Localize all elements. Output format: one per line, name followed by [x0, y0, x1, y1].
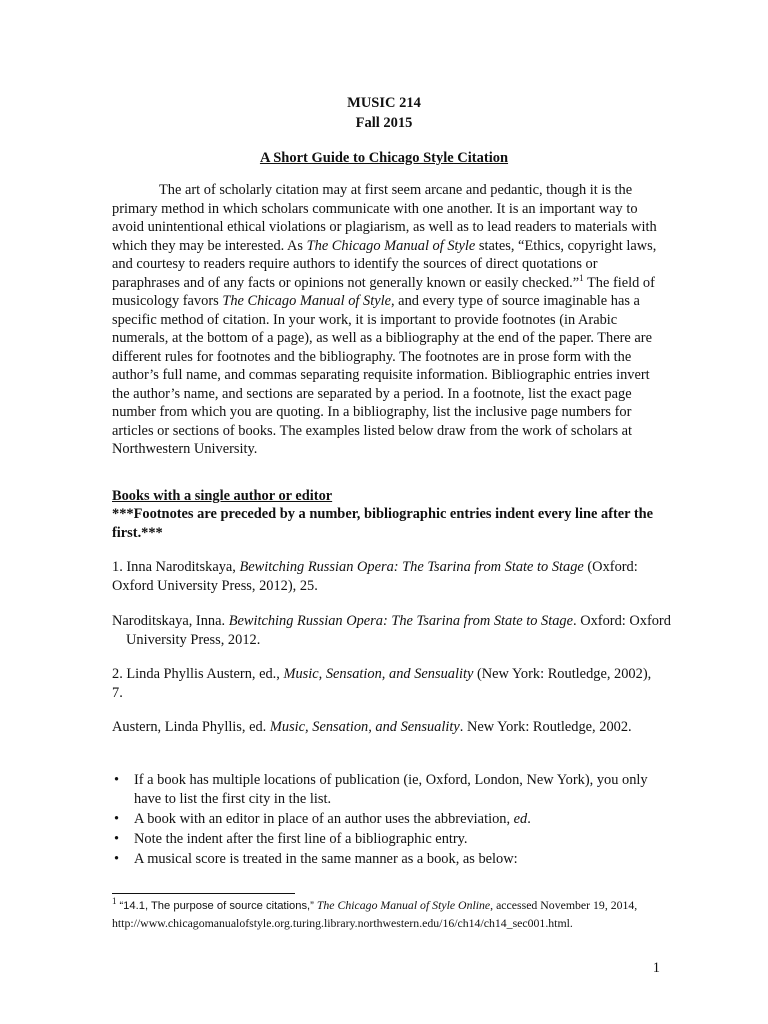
list-item [112, 830, 657, 849]
fn2-publication: (New York: Routledge, 2002), 7. [112, 666, 652, 701]
document-title: A Short Guide to Chicago Style Citation [259, 150, 509, 166]
bibliography-example-1 [112, 612, 671, 649]
bullet-text-2: A book with an editor in place of an author uses the abbreviation, [134, 810, 514, 827]
footnote-reference: 1 [579, 272, 584, 283]
fn1-title: Bewitching Russian Opera: The Tsarina from State to Stage [239, 559, 584, 575]
intro-text-1: The art of scholarly citation may at first seem arcane and pedantic, though it is the primary method in which scholars communicate with one another. It is an important way to avoid unintentional ethical violations or plagiarism, as well as to lead readers to materials with which they may be interested. As [112, 182, 657, 254]
bib2-publication: . New York: Routledge, 2002. [459, 719, 632, 735]
list-item [112, 810, 657, 829]
bullet-text-1: If a book has multiple locations of publication (ie, Oxford, London, New York), you only have to list the first city in the list. [134, 772, 648, 807]
section-heading [112, 487, 657, 506]
page-number: 1 [652, 960, 660, 976]
bib1-publication: . Oxford: Oxford University Press, 2012. [126, 613, 671, 648]
section-heading-text: Books with a single author or editor [112, 488, 333, 504]
bullet-text-2-end: . [527, 810, 531, 827]
fn1-publication: (Oxford: Oxford University Press, 2012), 25. [112, 559, 638, 594]
footnote-example-2 [112, 665, 657, 702]
bib1-author: Naroditskaya, Inna. [112, 613, 229, 629]
bullet-icon: • [114, 850, 120, 867]
course-code: MUSIC 214 [347, 95, 421, 111]
list-item [112, 850, 657, 869]
bibliography-example-2 [112, 718, 671, 737]
bib2-author: Austern, Linda Phyllis, ed. [112, 719, 270, 735]
section-note: ***Footnotes are preceded by a number, bibliographic entries indent every line after the first.*** [112, 506, 654, 541]
bullet-text-4: A musical score is treated in the same manner as a book, as below: [134, 850, 518, 867]
list-item [112, 771, 657, 808]
bib1-title: Bewitching Russian Opera: The Tsarina from State to Stage [228, 613, 573, 629]
footnote-source-title: The Chicago Manual of Style Online [316, 898, 491, 912]
course-term: Fall 2015 [355, 115, 413, 131]
rules-list [112, 771, 657, 870]
bullet-text-2-em: ed [513, 810, 528, 827]
footnote-divider [112, 893, 295, 894]
footnote-number: 1 [112, 896, 117, 907]
bib2-title: Music, Sensation, and Sensuality [269, 719, 460, 735]
fn2-title: Music, Sensation, and Sensuality [283, 666, 474, 682]
bullet-icon: • [114, 830, 120, 847]
bullet-icon: • [114, 810, 120, 827]
intro-cmos-title-2: The Chicago Manual of Style [222, 293, 391, 309]
footnote [112, 897, 672, 932]
bullet-icon: • [114, 772, 120, 788]
intro-text-4: , and every type of source imaginable has a specific method of citation. In your work, it is important to provide footnotes (in Arabic numerals, at the bottom of a page), as well as a bibliography at the end of the paper. There are different rules for footnotes and the bibliography. The footnotes are in prose form with the author’s full name, and commas separating requisite information. Bibliographic entries invert the author’s name, and sections are separated by a period. In a footnote, list the exact page number from which you are quoting. In a bibliography, list the inclusive page numbers for articles or sections of books. The examples listed below draw from the work of scholars at Northwestern University. [112, 293, 652, 457]
footnote-access-info: , accessed November 19, 2014, http://www.chicagomanualofstyle.org.turing.library.northwestern.edu/16/ch14/ch14_sec001.html. [112, 898, 638, 930]
fn1-author: 1. Inna Naroditskaya, [112, 559, 240, 575]
intro-text-2: states, “Ethics, copyright laws, and courtesy to readers require authors to identify the sources of direct quotations or paraphrases and of any facts or opinions not generally known or easily checked.” [112, 237, 657, 291]
intro-paragraph [112, 181, 657, 459]
intro-cmos-title-1: The Chicago Manual of Style [306, 237, 476, 254]
footnote-quote: “14.1, The purpose of source citations,” [119, 900, 314, 912]
bullet-text-3: Note the indent after the first line of a bibliographic entry. [134, 830, 468, 847]
fn2-author: 2. Linda Phyllis Austern, ed., [112, 666, 284, 682]
intro-text-3: The field of musicology favors [112, 274, 655, 309]
footnote-example-1 [112, 558, 657, 595]
